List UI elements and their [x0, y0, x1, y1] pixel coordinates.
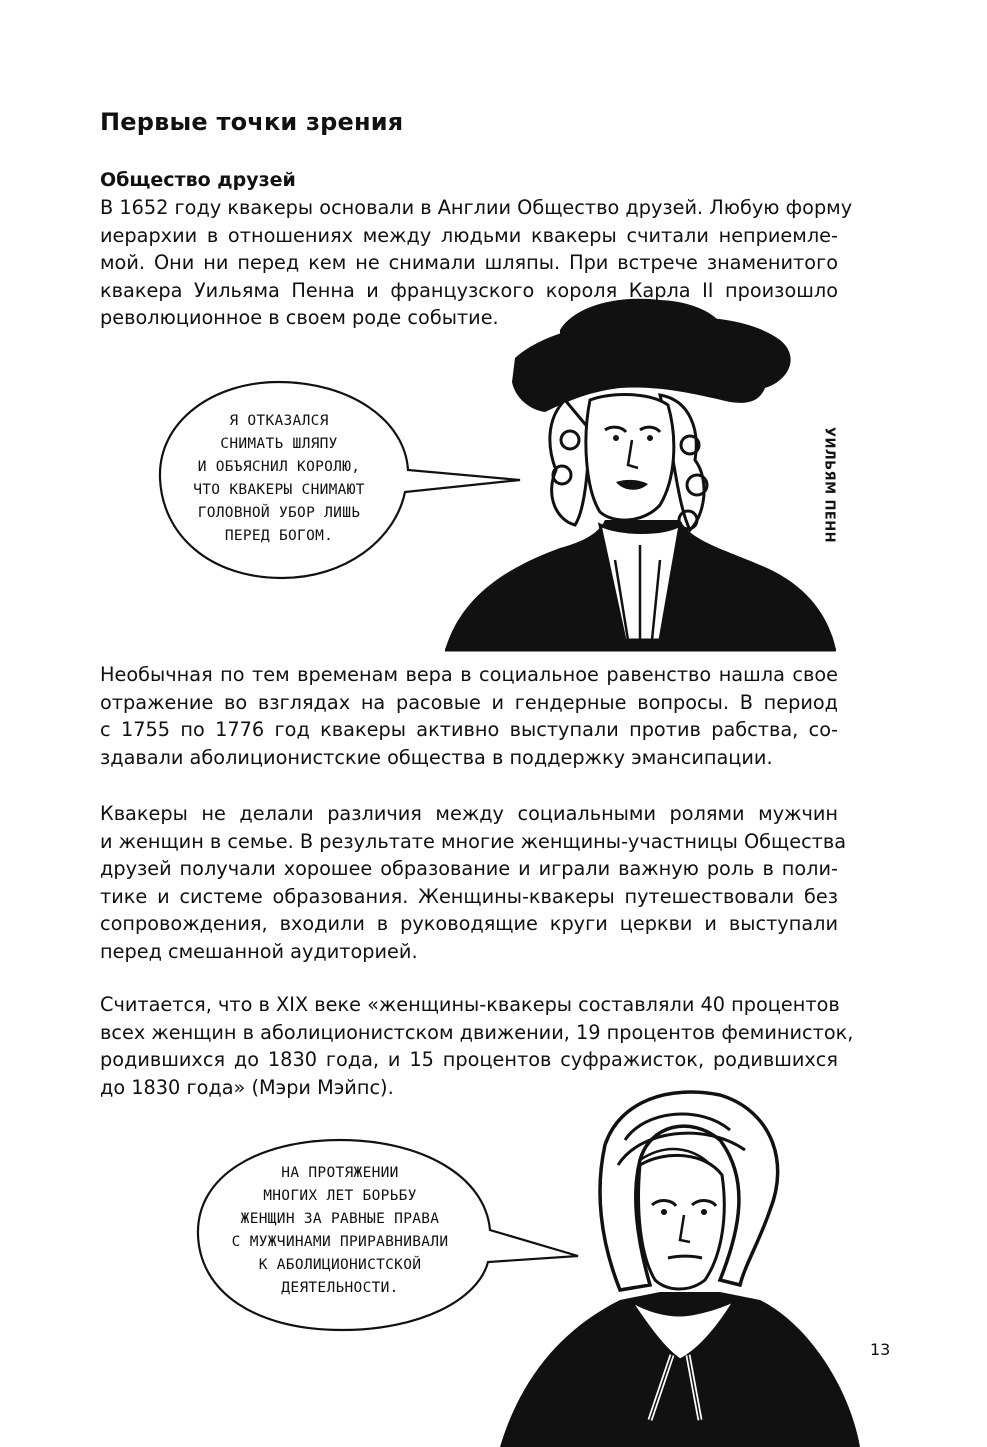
subsection-heading: Общество друзей — [100, 169, 296, 191]
text-line: с 1755 по 1776 год квакеры активно выступали против рабства, со- — [100, 718, 838, 741]
section-heading: Первые точки зрения — [100, 108, 404, 136]
text-line: до 1830 года» (Мэри Мэйпс). — [100, 1075, 394, 1099]
text-line: всех женщин в аболиционистском движении, 19 процентов феминисток, — [100, 1020, 854, 1044]
speech-line: НА ПРОТЯЖЕНИИ — [281, 1165, 399, 1181]
text-line: отражение во взглядах на расовые и гендерные вопросы. В период — [100, 690, 838, 714]
speech-line: ГОЛОВНОЙ УБОР ЛИШЬ — [197, 505, 361, 521]
quaker-woman-portrait — [500, 1092, 860, 1447]
speech-line: ДЕЯТЕЛЬНОСТИ. — [281, 1280, 399, 1296]
page-number: 13 — [870, 1340, 891, 1359]
text-line: здавали аболиционистские общества в поддержку эмансипации. — [100, 745, 773, 769]
text-line: тике и системе образования. Женщины-квакеры путешествовали без — [100, 884, 838, 908]
text-line: друзей получали хорошее образование и играли важную роль в поли- — [100, 857, 838, 880]
speech-line: МНОГИХ ЛЕТ БОРЬБУ — [263, 1188, 417, 1204]
text-line: Необычная по тем временам вера в социальное равенство нашла свое — [100, 663, 838, 686]
speech-line: СНИМАТЬ ШЛЯПУ — [220, 436, 338, 452]
text-line: Считается, что в XIX веке «женщины-квакеры составляли 40 процентов — [100, 993, 840, 1016]
speech-line: С МУЖЧИНАМИ ПРИРАВНИВАЛИ — [231, 1234, 449, 1250]
portrait-label-text: УИЛЬЯМ ПЕНН — [821, 426, 837, 544]
text-line: сопровождения, входили в руководящие круги церкви и выступали — [100, 912, 838, 935]
speech-text-woman — [206, 1162, 474, 1300]
speech-line: ЖЕНЩИН ЗА РАВНЫЕ ПРАВА — [240, 1211, 440, 1227]
text-line: квакера Уильяма Пенна и французского короля Карла II произошло — [100, 278, 838, 302]
paragraph-1 — [100, 194, 853, 332]
text-line: родившихся до 1830 года, и 15 процентов суфражисток, родившихся — [100, 1048, 838, 1071]
text-line: В 1652 году квакеры основали в Англии Общество друзей. Любую форму — [100, 196, 853, 219]
speech-text-penn — [168, 410, 390, 548]
speech-line: ПЕРЕД БОГОМ. — [224, 528, 334, 544]
paragraph-2 — [100, 661, 838, 771]
text-line: перед смешанной аудиторией. — [100, 939, 418, 963]
paragraph-3 — [100, 800, 847, 965]
text-line: Квакеры не делали различия между социальными ролями мужчин — [100, 802, 838, 825]
speech-line: Я ОТКАЗАЛСЯ — [229, 413, 329, 429]
paragraph-4 — [100, 991, 854, 1101]
text-line: иерархии в отношениях между людьми квакеры считали неприемле- — [100, 223, 838, 247]
william-penn-portrait — [445, 299, 836, 650]
text-line: революционное в своем роде событие. — [100, 306, 499, 329]
text-line: мой. Они ни перед кем не снимали шляпы. При встрече знаменитого — [100, 251, 838, 274]
portrait-label-penn — [814, 420, 844, 550]
text-line: и женщин в семье. В результате многие женщины-участницы Общества — [100, 829, 847, 853]
speech-line: И ОБЪЯСНИЛ КОРОЛЮ, — [197, 459, 361, 475]
speech-line: ЧТО КВАКЕРЫ СНИМАЮТ — [193, 482, 365, 498]
speech-line: К АБОЛИЦИОНИСТСКОЙ — [258, 1257, 422, 1273]
